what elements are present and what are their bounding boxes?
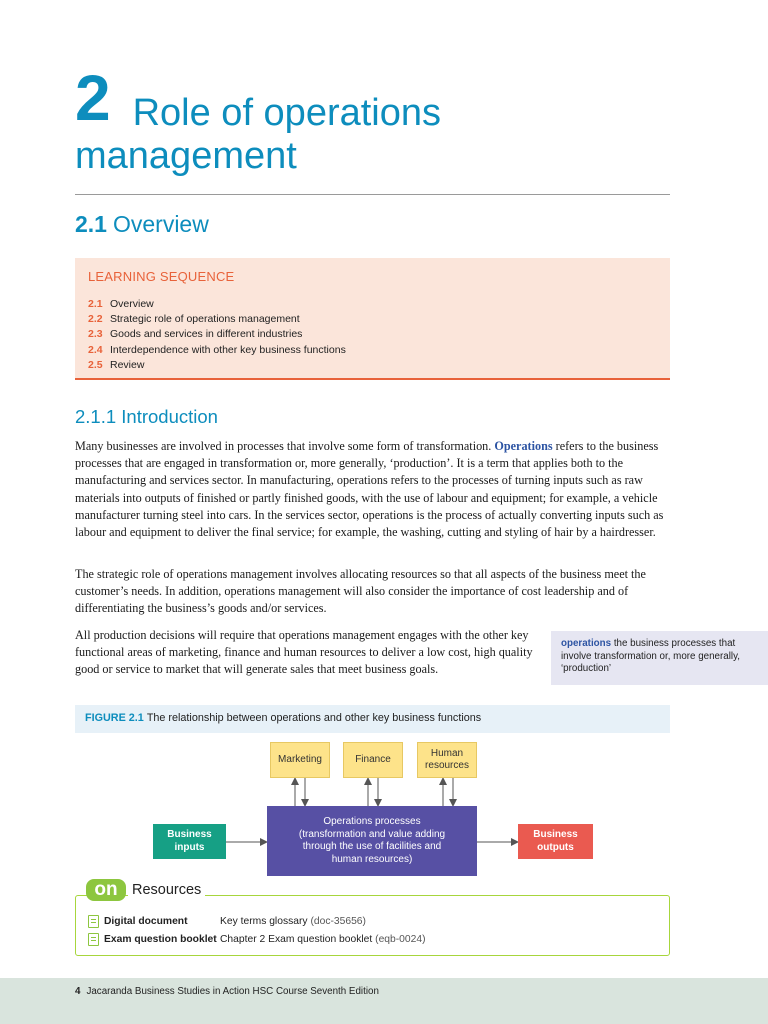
human-resources-box: Human resources [417,742,477,778]
section-number: 2.1 [75,211,107,237]
learning-sequence-item[interactable]: 2.2 Strategic role of operations management [88,313,300,326]
chapter-title-line1: Role of operations [132,92,442,134]
figure-caption-text: The relationship between operations and other key business functions [146,712,482,724]
keyword-operations[interactable]: Operations [494,439,553,453]
glossary-definition: the business processes that involve transformation or, more generally, ‘production’ [561,638,740,675]
learning-sequence-item[interactable]: 2.1 Overview [88,298,154,310]
subsection-heading: 2.1.1 Introduction [75,406,218,427]
glossary-term: operations [561,638,612,649]
intro-paragraph-2: The strategic role of operations management involves allocating resources so that all aspects of the business meet the customer’s needs. In addition, operations management will also consider the importance of cost leadership and of differentiating the business’s goods and/or services. [75,567,646,616]
learning-sequence-item[interactable]: 2.4 Interdependence with other key business functions [88,343,346,356]
on-logo-icon: on [86,879,126,901]
heading-divider [75,194,670,195]
intro-paragraph-1: Many businesses are involved in processes that involve some form of transformation. Operations refers to the business processes that are engaged in transformation or, more generally, ‘production’. It is a term that applies both to the manufacturing and services sector. In manufacturing, operations refers to the processes of turning inputs such as raw materials into outputs of finished or partly finished goods, with the use of labour and equipment; for example, a vehicle manufacturer turning steel into cars. In the services sector, operations is the process of actually converting inputs such as labour and equipment to deliver the final service; for example, the washing, cutting and styling of hair by a hairdresser. [75,439,664,540]
page-number: 4 [75,986,81,997]
marketing-box: Marketing [270,742,330,778]
book-title: Jacaranda Business Studies in Action HSC Course Seventh Edition [86,986,379,997]
section-heading [75,211,209,238]
intro-paragraph-3: All production decisions will require that operations management engages with the other key functional areas of marketing, finance and human resources to deliver a low cost, high quality good or service to market that will generate sales that meet business goals. [75,628,533,677]
chapter-title-line2: management [75,135,297,177]
figure-label: FIGURE 2.1 [85,712,144,724]
resource-item-exam-question-booklet[interactable]: Exam question booklet Chapter 2 Exam question booklet (eqb-0024) [88,931,426,947]
document-icon [88,915,99,928]
section-title: Overview [112,211,209,237]
page-footer [0,978,768,1024]
figure-caption [75,705,670,733]
business-outputs-box: Business outputs [518,824,593,859]
learning-sequence-title: LEARNING SEQUENCE [88,269,235,284]
learning-sequence-item[interactable]: 2.3 Goods and services in different industries [88,328,303,341]
booklet-icon [88,933,99,946]
finance-box: Finance [343,742,403,778]
learning-sequence-box [75,258,670,380]
glossary-note [551,631,768,685]
resources-title: Resources [128,882,205,898]
resource-item-digital-document[interactable]: Digital document Key terms glossary (doc-35656) [88,913,366,929]
chapter-number: 2 [75,62,111,134]
chapter-heading [75,64,675,178]
operations-processes-box: Operations processes (transformation and value adding through the use of facilities and human resources) [267,806,477,876]
learning-sequence-item[interactable]: 2.5 Review [88,358,145,371]
business-inputs-box: Business inputs [153,824,226,859]
